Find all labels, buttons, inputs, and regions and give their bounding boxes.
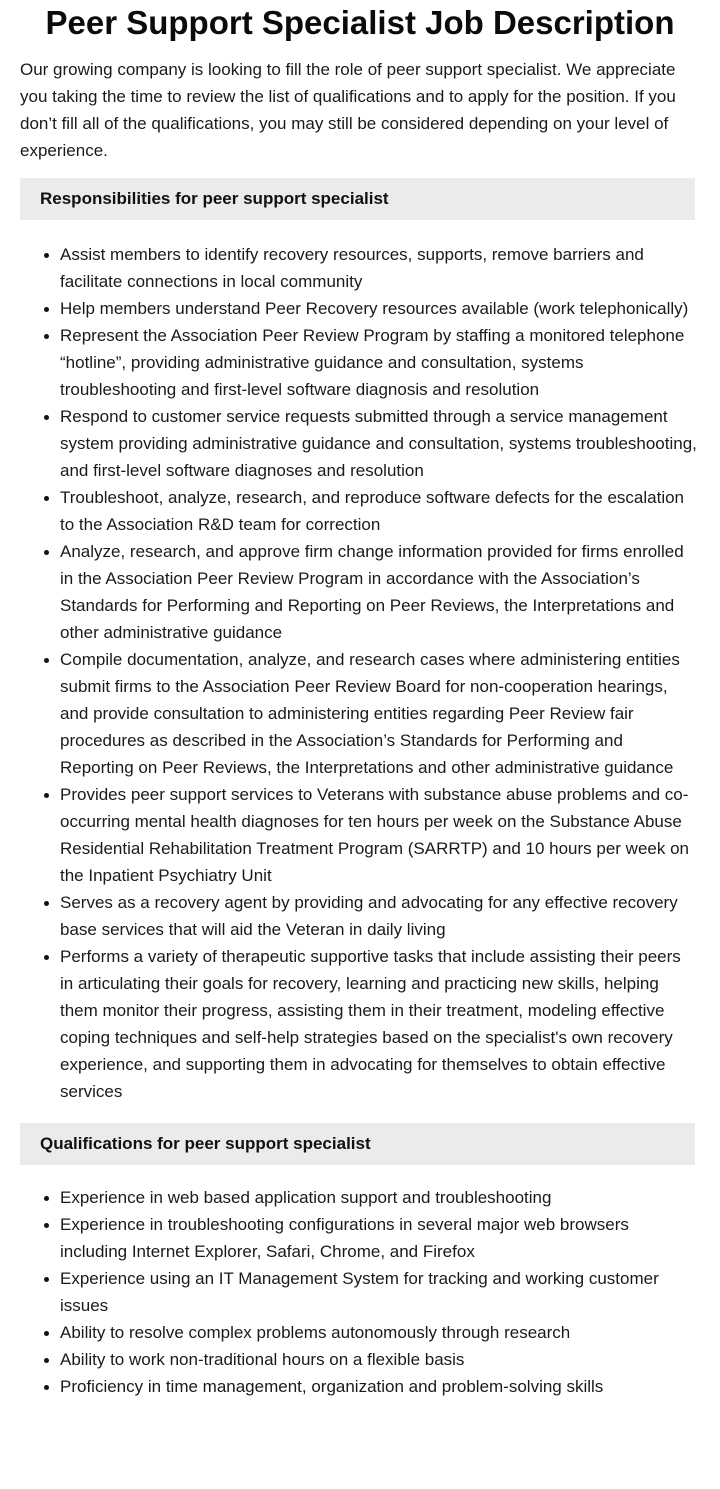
list-item: Performs a variety of therapeutic supportive tasks that include assisting their peers in articulating their goals for recovery, learning and practicing new skills, helping them monitor their progress, assisting them in their treatment, modeling effective coping techniques and self-help strategies based on the specialist's own recovery experience, and supporting them in advocating for themselves to obtain effective services — [60, 943, 700, 1105]
list-item: Serves as a recovery agent by providing and advocating for any effective recovery base services that will aid the Veteran in daily living — [60, 889, 700, 943]
responsibilities-list — [20, 241, 700, 1105]
list-item: Assist members to identify recovery resources, supports, remove barriers and facilitate connections in local community — [60, 241, 700, 295]
page-title: Peer Support Specialist Job Description — [45, 4, 675, 41]
list-item: Compile documentation, analyze, and research cases where administering entities submit firms to the Association Peer Review Board for non-cooperation hearings, and provide consultation to administering entities regarding Peer Review fair procedures as described in the Association’s Standards for Performing and Reporting on Peer Reviews, the Interpretations and other administrative guidance — [60, 646, 700, 781]
list-item: Experience in troubleshooting configurations in several major web browsers including Internet Explorer, Safari, Chrome, and Firefox — [60, 1211, 700, 1265]
list-item: Ability to work non-traditional hours on a flexible basis — [60, 1346, 700, 1373]
list-item: Help members understand Peer Recovery resources available (work telephonically) — [60, 295, 700, 322]
list-item: Troubleshoot, analyze, research, and reproduce software defects for the escalation to the Association R&D team for correction — [60, 484, 700, 538]
list-item: Experience using an IT Management System for tracking and working customer issues — [60, 1265, 700, 1319]
responsibilities-heading-label: Responsibilities for peer support specialist — [40, 189, 389, 208]
qualifications-list — [20, 1184, 700, 1400]
responsibilities-heading — [20, 178, 695, 220]
qualifications-heading — [20, 1123, 695, 1165]
list-item: Proficiency in time management, organization and problem-solving skills — [60, 1373, 700, 1400]
list-item: Represent the Association Peer Review Program by staffing a monitored telephone “hotline”, providing administrative guidance and consultation, systems troubleshooting and first-level software diagnosis and resolution — [60, 322, 700, 403]
list-item: Ability to resolve complex problems autonomously through research — [60, 1319, 700, 1346]
list-item: Experience in web based application support and troubleshooting — [60, 1184, 700, 1211]
list-item: Respond to customer service requests submitted through a service management system providing administrative guidance and consultation, systems troubleshooting, and first-level software diagnoses and resolution — [60, 403, 700, 484]
qualifications-heading-label: Qualifications for peer support specialist — [40, 1134, 371, 1153]
list-item: Analyze, research, and approve firm change information provided for firms enrolled in the Association Peer Review Program in accordance with the Association’s Standards for Performing and Reporting on Peer Reviews, the Interpretations and other administrative guidance — [60, 538, 700, 646]
list-item: Provides peer support services to Veterans with substance abuse problems and co-occurring mental health diagnoses for ten hours per week on the Substance Abuse Residential Rehabilitation Treatment Program (SARRTP) and 10 hours per week on the Inpatient Psychiatry Unit — [60, 781, 700, 889]
intro-paragraph: Our growing company is looking to fill the role of peer support specialist. We appreciate you taking the time to review the list of qualifications and to apply for the position. If you don’t fill all of the qualifications, you may still be considered depending on your level of experience. — [20, 60, 676, 160]
